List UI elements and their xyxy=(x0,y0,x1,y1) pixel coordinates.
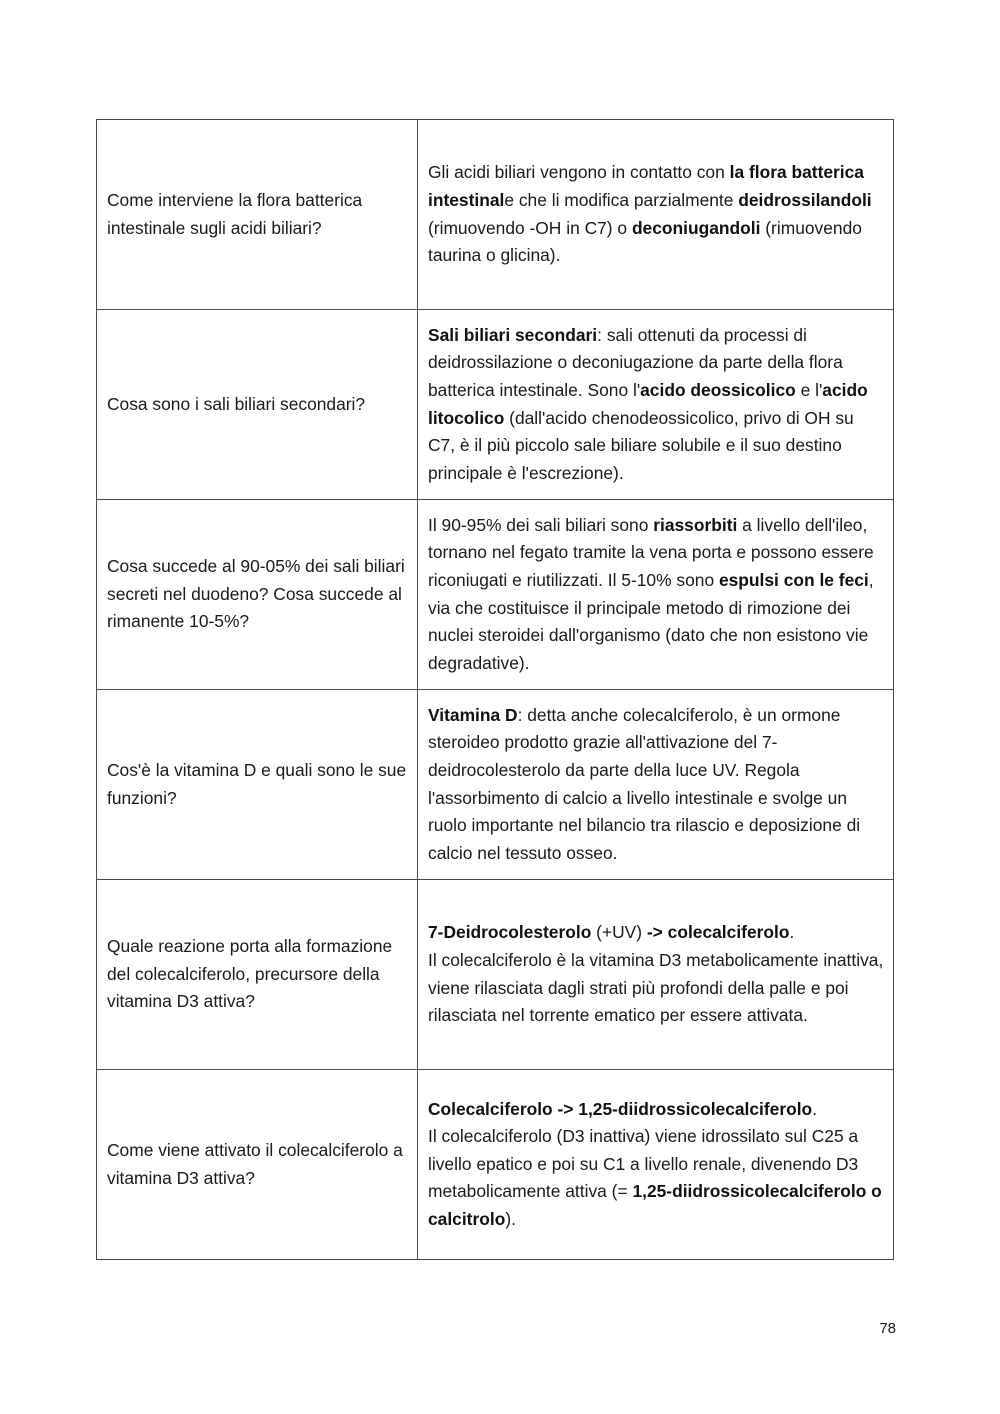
question-text: Come viene attivato il colecalciferolo a vitamina D3 attiva? xyxy=(107,1139,403,1188)
bold-term: Vitamina D xyxy=(428,704,518,725)
question-text: Cos'è la vitamina D e quali sono le sue funzioni? xyxy=(107,759,407,808)
answer-cell xyxy=(418,690,894,880)
bold-term: deidrossilandoli xyxy=(738,189,872,210)
bold-term: 1,25-diidrossicolecalciferolo o calcitrolo xyxy=(428,1181,882,1229)
answer-text: Vitamina D: detta anche colecalciferolo, è un ormone steroideo prodotto grazie all'attivazione del 7-deidrocolesterolo da parte della luce UV. Regola l'assorbimento di calcio a livello intestinale e svolge un ruolo importante nel bilancio tra rilascio e deposizione di calcio nel tessuto osseo. xyxy=(428,704,861,863)
question-cell xyxy=(97,500,418,690)
question-cell xyxy=(97,120,418,310)
answer-cell xyxy=(418,310,894,500)
question-cell xyxy=(97,880,418,1070)
qa-table xyxy=(96,119,894,1260)
bold-term: acido litocolico xyxy=(428,379,868,428)
table-row xyxy=(97,1070,894,1260)
table-row xyxy=(97,690,894,880)
bold-term: Colecalciferolo -> 1,25-diidrossicolecalciferolo xyxy=(428,1098,813,1119)
bold-term: riassorbiti xyxy=(653,514,738,535)
question-text: Cosa succede al 90-05% dei sali biliari secreti nel duodeno? Cosa succede al rimanente 10-5%? xyxy=(107,556,405,632)
bold-term: -> colecalciferolo xyxy=(646,922,790,943)
page-number: 78 xyxy=(879,1320,896,1337)
answer-text: Il 90-95% dei sali biliari sono riassorbiti a livello dell'ileo, tornano nel fegato tramite la vena porta e possono essere riconiugati e riutilizzati. Il 5-10% sono espulsi con le feci, via che costituisce il principale metodo di rimozione dei nuclei steroidei dall'organismo (dato che non esistono vie degradative). xyxy=(428,514,874,673)
answer-cell xyxy=(418,880,894,1070)
answer-cell xyxy=(418,1070,894,1260)
bold-term: 7-Deidrocolesterolo xyxy=(428,922,592,943)
answer-text: Colecalciferolo -> 1,25-diidrossicolecalciferolo. Il colecalciferolo (D3 inattiva) viene idrossilato sul C25 a livello epatico e poi su C1 a livello renale, divenendo D3 metabolicamente attiva (= 1,25-diidrossicolecalciferolo o calcitrolo). xyxy=(428,1098,882,1229)
table-row xyxy=(97,880,894,1070)
question-text: Cosa sono i sali biliari secondari? xyxy=(107,393,366,414)
question-text: Quale reazione porta alla formazione del colecalciferolo, precursore della vitamina D3 attiva? xyxy=(107,936,393,1012)
question-cell xyxy=(97,690,418,880)
answer-text: Sali biliari secondari: sali ottenuti da processi di deidrossilazione o deconiugazione da parte della flora batterica intestinale. Sono l'acido deossicolico e l'acido litocolico (dall'acido chenodeossicolico, privo di OH su C7, è il più piccolo sale biliare solubile e il suo destino principale è l'escrezione). xyxy=(428,324,868,483)
bold-term: la flora batterica intestinal xyxy=(428,162,864,210)
question-text: Come interviene la flora batterica intestinale sugli acidi biliari? xyxy=(107,189,363,238)
bold-term: acido deossicolico xyxy=(640,379,796,400)
answer-text: 7-Deidrocolesterolo (+UV) -> colecalciferolo. Il colecalciferolo è la vitamina D3 metabolicamente inattiva, viene rilasciata dagli strati più profondi della palle e poi rilasciata nel torrente ematico per essere attivata. xyxy=(428,922,884,1026)
question-cell xyxy=(97,310,418,500)
table-row xyxy=(97,120,894,310)
qa-table-body xyxy=(97,120,894,1260)
bold-term: Sali biliari secondari xyxy=(428,324,598,345)
bold-term: espulsi con le feci xyxy=(718,569,869,590)
table-row xyxy=(97,500,894,690)
table-row xyxy=(97,310,894,500)
answer-cell xyxy=(418,500,894,690)
answer-text: Gli acidi biliari vengono in contatto con la flora batterica intestinale che li modifica parzialmente deidrossilandoli (rimuovendo -OH in C7) o deconiugandoli (rimuovendo taurina o glicina). xyxy=(428,162,872,266)
answer-cell xyxy=(418,120,894,310)
bold-term: deconiugandoli xyxy=(631,217,761,238)
question-cell xyxy=(97,1070,418,1260)
